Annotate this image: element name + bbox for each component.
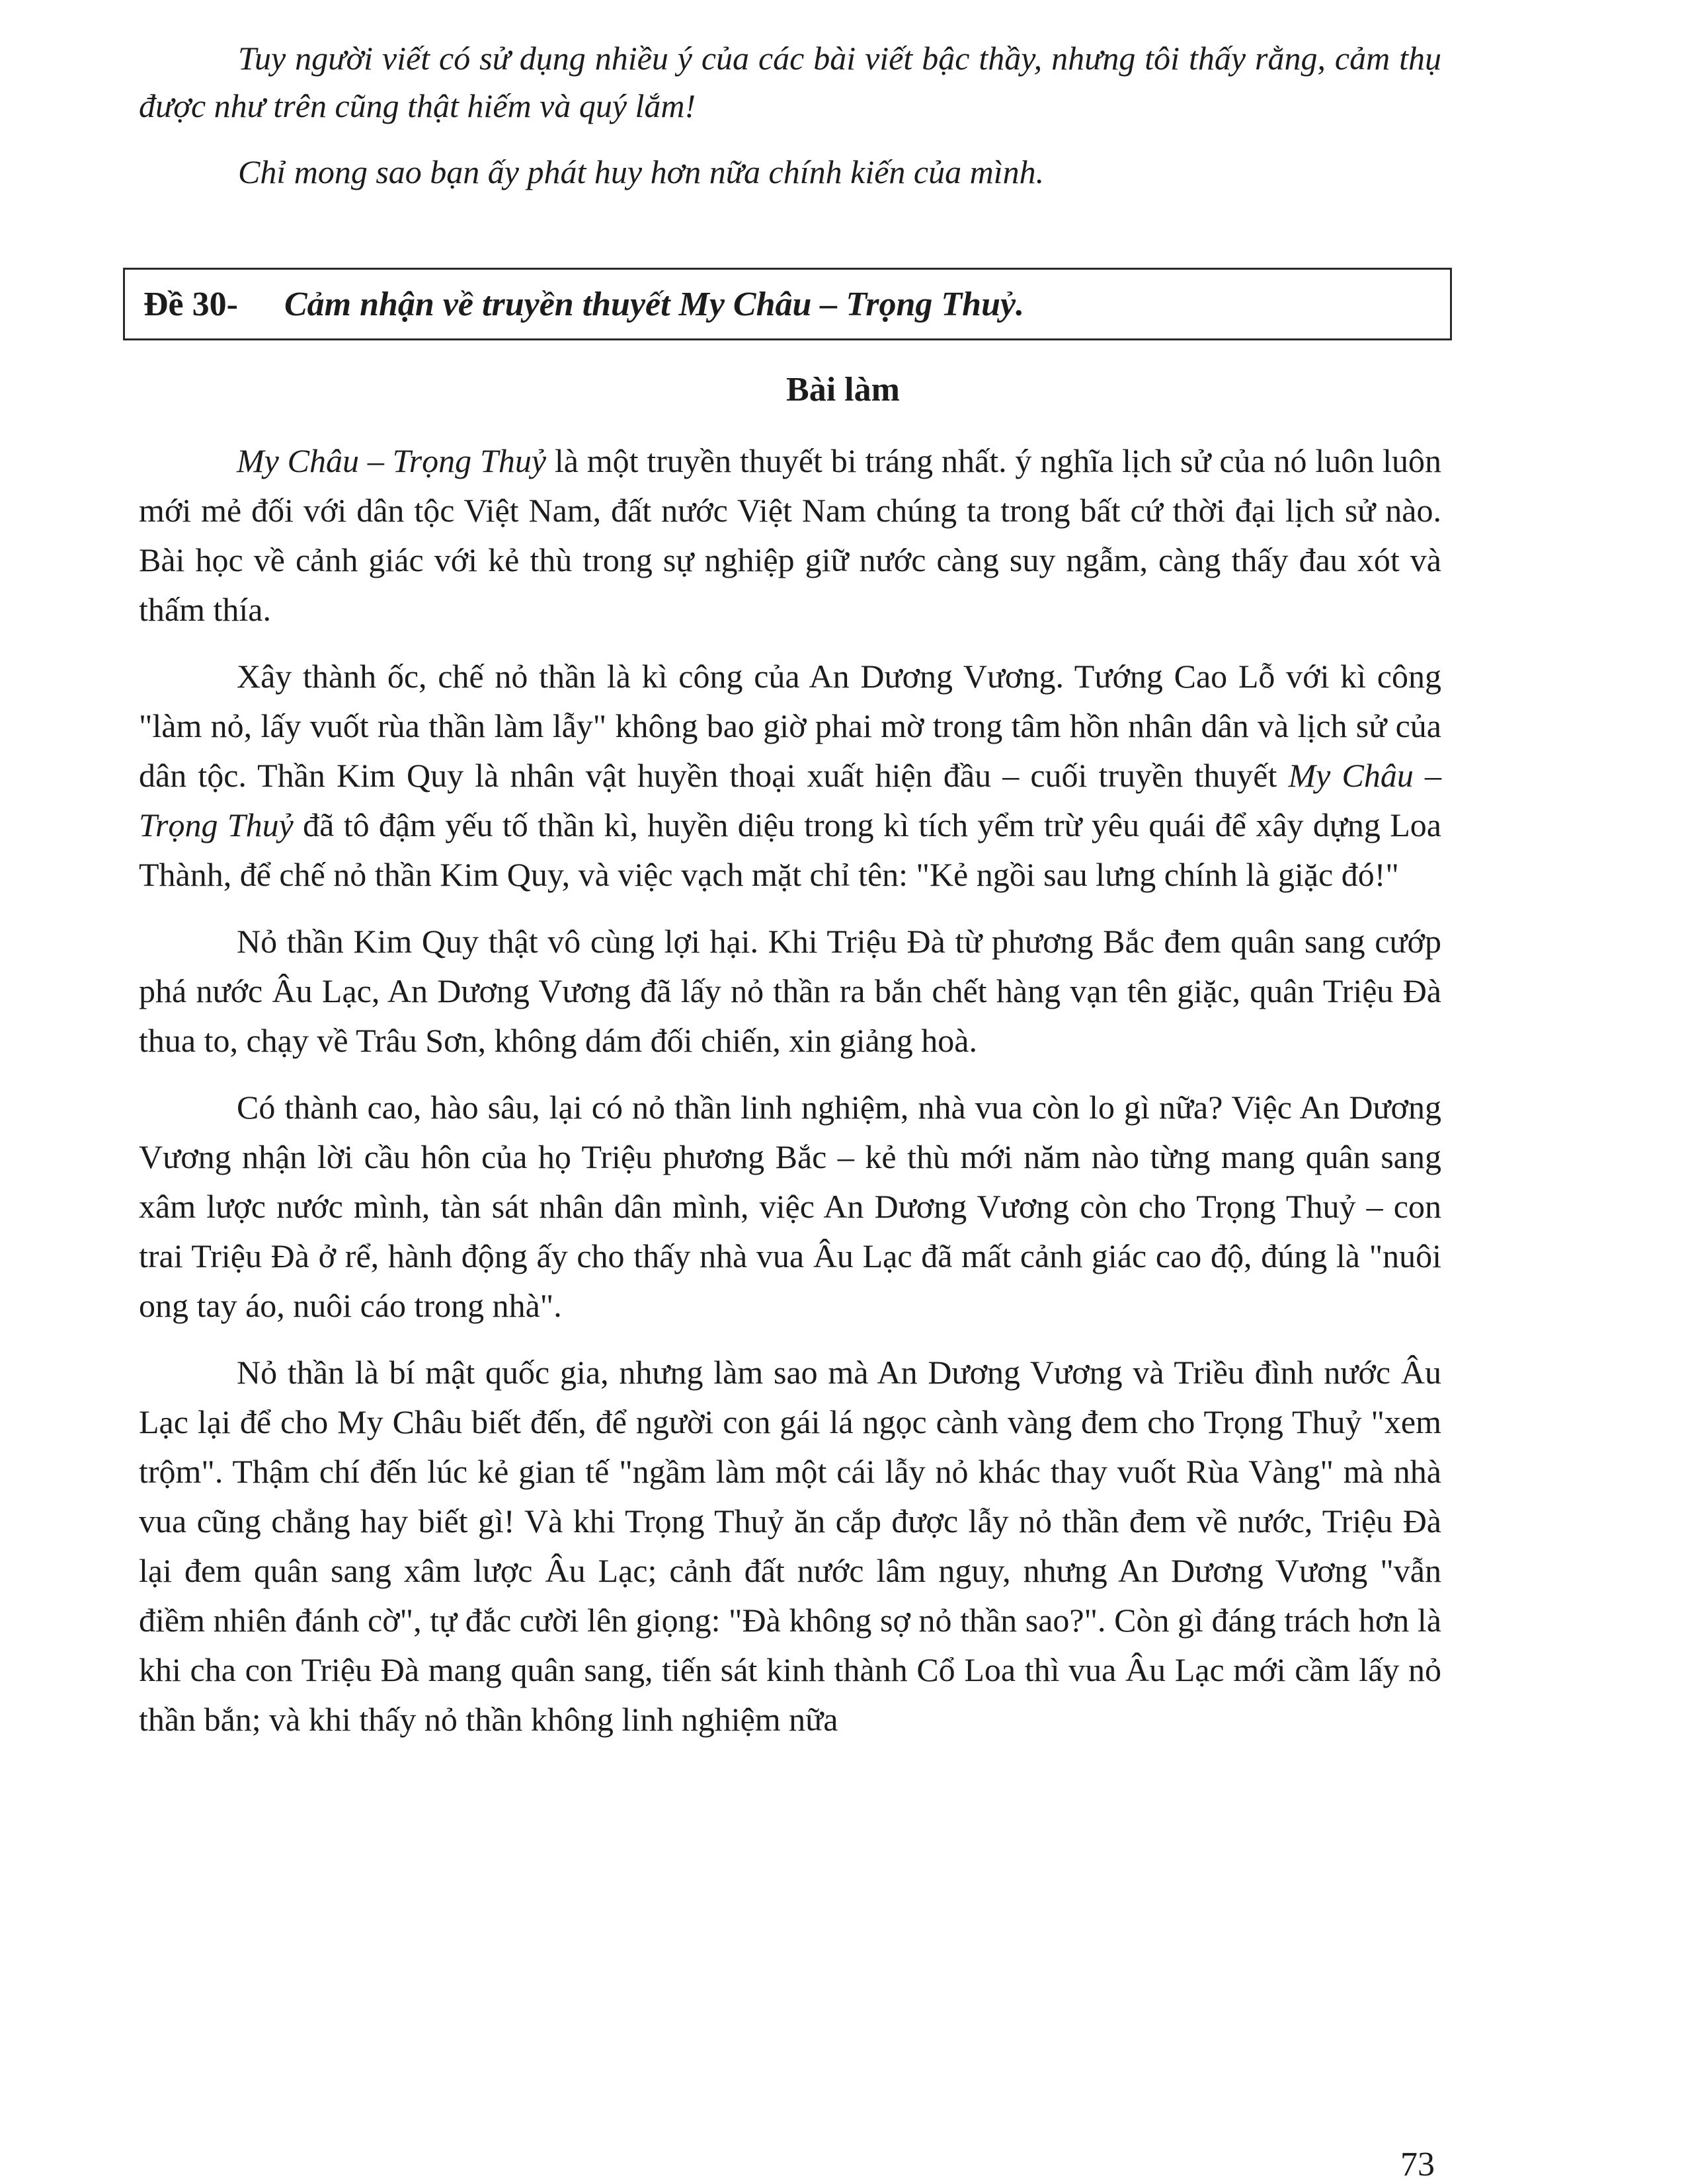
topic-title: Cảm nhận về truyền thuyết My Châu – Trọng Thuỷ. [284, 285, 1025, 323]
work-title: My Châu – Trọng Thuỷ [237, 442, 547, 479]
intro-paragraph: Chỉ mong sao bạn ấy phát huy hơn nữa chính kiến của mình. [238, 153, 1045, 190]
essay-paragraph: Nỏ thần Kim Quy thật vô cùng lợi hại. Khi Triệu Đà từ phương Bắc đem quân sang cướp phá nước Âu Lạc, An Dương Vương đã lấy nỏ thần ra bắn chết hàng vạn tên giặc, quân Triệu Đà thua to, chạy về Trâu Sơn, không dám đối chiến, xin giảng hoà. [139, 923, 1441, 1059]
intro-commentary [139, 34, 1441, 196]
essay-paragraph: Nỏ thần là bí mật quốc gia, nhưng làm sao mà An Dương Vương và Triều đình nước Âu Lạc lại để cho My Châu biết đến, để người con gái lá ngọc cành vàng đem cho Trọng Thuỷ "xem trộm". Thậm chí đến lúc kẻ gian tế "ngầm làm một cái lẫy nỏ khác thay vuốt Rùa Vàng" mà nhà vua cũng chẳng hay biết gì! Và khi Trọng Thuỷ ăn cắp được lẫy nỏ thần đem về nước, Triệu Đà lại đem quân sang xâm lược Âu Lạc; cảnh đất nước lâm nguy, nhưng An Dương Vương "vẫn điềm nhiên đánh cờ", tự đắc cười lên giọng: "Đà không sợ nỏ thần sao?". Còn gì đáng trách hơn là khi cha con Triệu Đà mang quân sang, tiến sát kinh thành Cổ Loa thì vua Âu Lạc mới cầm lấy nỏ thần bắn; và khi thấy nỏ thần không linh nghiệm nữa [139, 1354, 1441, 1738]
essay-heading: Bài làm [786, 371, 900, 409]
topic-number: Đề 30- [143, 285, 238, 323]
essay-paragraph: Có thành cao, hào sâu, lại có nỏ thần linh nghiệm, nhà vua còn lo gì nữa? Việc An Dương Vương nhận lời cầu hôn của họ Triệu phương Bắc – kẻ thù mới năm nào từng mang quân sang xâm lược nước mình, tàn sát nhân dân mình, việc An Dương Vương còn cho Trọng Thuỷ – con trai Triệu Đà ở rể, hành động ấy cho thấy nhà vua Âu Lạc đã mất cảnh giác cao độ, đúng là "nuôi ong tay áo, nuôi cáo trong nhà". [139, 1089, 1441, 1324]
page-number: 73 [1400, 2146, 1435, 2183]
essay-body [139, 436, 1441, 1744]
topic-box [123, 268, 1452, 340]
work-title: My Châu – Trọng Thuỷ [139, 757, 1441, 843]
essay-paragraph: My Châu – Trọng Thuỷ là một truyền thuyết bi tráng nhất. ý nghĩa lịch sử của nó luôn luôn mới mẻ đối với dân tộc Việt Nam, đất nước Việt Nam chúng ta trong bất cứ thời đại lịch sử nào. Bài học về cảnh giác với kẻ thù trong sự nghiệp giữ nước càng suy ngẫm, càng thấy đau xót và thấm thía. [139, 442, 1441, 628]
essay-paragraph: Xây thành ốc, chế nỏ thần là kì công của An Dương Vương. Tướng Cao Lỗ với kì công "làm nỏ, lấy vuốt rùa thần làm lẫy" không bao giờ phai mờ trong tâm hồn nhân dân và lịch sử của dân tộc. Thần Kim Quy là nhân vật huyền thoại xuất hiện đầu – cuối truyền thuyết My Châu – Trọng Thuỷ đã tô đậm yếu tố thần kì, huyền diệu trong kì tích yểm trừ yêu quái để xây dựng Loa Thành, để chế nỏ thần Kim Quy, và việc vạch mặt chỉ tên: "Kẻ ngồi sau lưng chính là giặc đó!" [139, 658, 1441, 893]
intro-paragraph: Tuy người viết có sử dụng nhiều ý của các bài viết bậc thầy, nhưng tôi thấy rằng, cảm thụ được như trên cũng thật hiếm và quý lắm! [139, 40, 1441, 124]
